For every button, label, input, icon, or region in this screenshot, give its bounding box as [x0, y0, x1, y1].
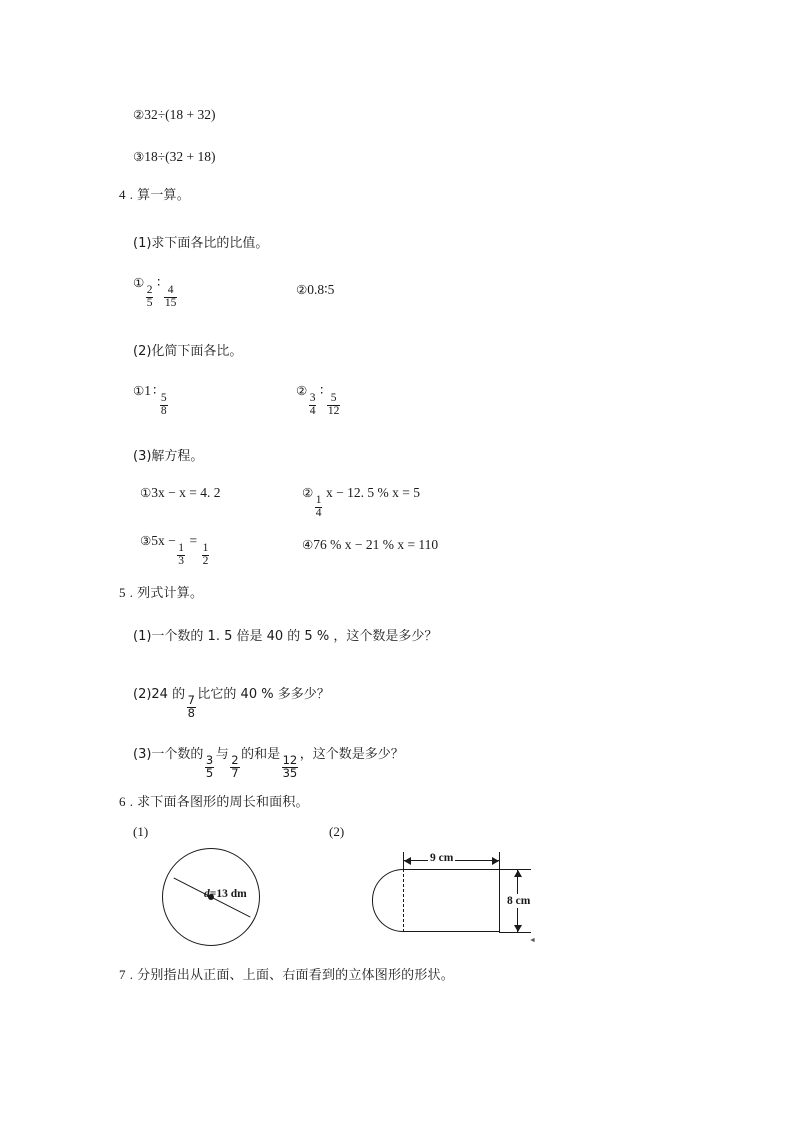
q4-part2-label: (2)化简下面各比。 [133, 344, 243, 359]
q5-part3-mid1: 与 [215, 747, 229, 762]
arrow-down-icon [514, 925, 522, 932]
question-title: 求下面各图形的周长和面积。 [137, 795, 309, 810]
q5-part1: (1)一个数的 1. 5 倍是 40 的 5 % ，这个数是多少？ [133, 629, 438, 644]
question-number: 4 [119, 187, 126, 202]
circled-marker: ① [133, 383, 145, 398]
ratio-sign: ∶ [152, 383, 157, 398]
equation-lead: 5x − [151, 533, 176, 548]
figure-circle-diagram [162, 848, 264, 950]
circled-marker: ② [302, 485, 314, 500]
dashed-divider-line [403, 869, 404, 932]
equals-sign: = [189, 533, 198, 548]
figure-composite-diagram [366, 846, 536, 950]
fraction-1-2: $\frac{1}{2}$ [202, 541, 209, 567]
circled-marker: ① [140, 485, 152, 500]
q5-part3-post: ，这个数是多少？ [299, 747, 404, 762]
question-title: 分别指出从正面、上面、右面看到的立体图形的形状。 [137, 968, 454, 983]
diameter-label [204, 888, 247, 900]
ratio-sign: ∶ [156, 275, 161, 290]
q4-part1-item-a [133, 276, 179, 309]
fraction-3-4: $\frac{3}{4}$ [309, 391, 316, 417]
diameter-equals: = [209, 888, 217, 900]
arrow-right-icon [492, 857, 499, 865]
question-6-heading [119, 795, 309, 809]
fraction-4-15: $\frac{4}{15}$ [164, 283, 177, 309]
fraction-2-5: $\frac{2}{5}$ [146, 283, 153, 309]
diameter-value: 13 dm [216, 888, 247, 900]
fraction-1-4: $\frac{1}{4}$ [315, 493, 322, 519]
q5-part3 [133, 748, 404, 779]
q6-sub-label-2: (2) [329, 824, 345, 839]
rectangle-outline [403, 869, 500, 932]
circled-marker: ② [133, 107, 145, 122]
question-dot: . [129, 187, 134, 202]
diameter-variable: d [204, 888, 210, 900]
height-dimension-label: 8 cm [507, 895, 531, 907]
fraction-2-7: $\frac{2}{7}$ [231, 752, 239, 780]
question-5-heading [119, 586, 203, 600]
equation-text: 76 % x − 21 % x = 110 [313, 537, 439, 552]
arrow-left-icon [404, 857, 411, 865]
question-dot: . [129, 794, 134, 809]
expression-text: 32÷(18 + 32) [144, 107, 216, 122]
question-dot: . [129, 585, 134, 600]
fraction-5-12: $\frac{5}{12}$ [327, 391, 340, 417]
circled-marker: ② [296, 282, 308, 297]
expression-text: 18÷(32 + 18) [144, 149, 216, 164]
question-dot: . [129, 967, 134, 982]
lead-number: 1 [144, 383, 151, 398]
ratio-sign: ∶ [319, 383, 324, 398]
equation-text: 3x − x = 4. 2 [151, 485, 221, 500]
q5-part2-pre: (2)24 的 [133, 687, 186, 702]
q5-part3-mid2: 的和是 [241, 747, 281, 762]
ratio-text: 0.8∶5 [307, 282, 335, 297]
equation-tail: x − 12. 5 % x = 5 [325, 485, 420, 500]
q4-part1-label: (1)求下面各比的比值。 [133, 236, 269, 251]
fraction-3-5: $\frac{3}{5}$ [205, 752, 214, 780]
circled-marker: ④ [302, 537, 314, 552]
q4-part1-item-b [296, 283, 334, 297]
fraction-12-35: $\frac{12}{35}$ [282, 752, 298, 780]
witness-line-right [499, 852, 500, 870]
circled-marker: ② [296, 383, 308, 398]
q4-part3-label: (3)解方程。 [133, 449, 204, 464]
question-title: 算一算。 [137, 188, 190, 203]
question-title: 列式计算。 [137, 586, 204, 601]
arrow-up-icon [514, 870, 522, 877]
carryover-item-3 [133, 150, 215, 164]
circled-marker: ① [133, 275, 145, 290]
stray-mark: ◄ [529, 936, 536, 944]
q4-part3-item-b [302, 486, 420, 519]
question-7-heading [119, 968, 454, 982]
q5-part2-post: 比它的 40 % 多多少？ [197, 687, 330, 702]
witness-line-bottom [499, 932, 531, 933]
fraction-1-3: $\frac{1}{3}$ [178, 541, 184, 567]
q4-part3-item-c [140, 534, 211, 567]
circled-marker: ③ [140, 533, 152, 548]
question-number: 5 [119, 585, 126, 600]
q4-part3-item-a [140, 486, 220, 500]
q5-part3-pre: (3)一个数的 [133, 747, 204, 762]
q4-part2-item-a [133, 384, 169, 417]
q6-sub-label-1: (1) [133, 824, 149, 839]
q4-part2-item-b [296, 384, 342, 417]
fraction-7-8: $\frac{7}{8}$ [187, 692, 195, 720]
width-dimension-label: 9 cm [430, 852, 454, 864]
q4-part3-item-d [302, 538, 438, 552]
carryover-item-2 [133, 108, 215, 122]
q5-part2 [133, 688, 330, 719]
question-4-heading [119, 188, 190, 202]
question-number: 7 [119, 967, 126, 982]
question-number: 6 [119, 794, 126, 809]
circled-marker: ③ [133, 149, 145, 164]
fraction-5-8: $\frac{5}{8}$ [160, 391, 167, 417]
